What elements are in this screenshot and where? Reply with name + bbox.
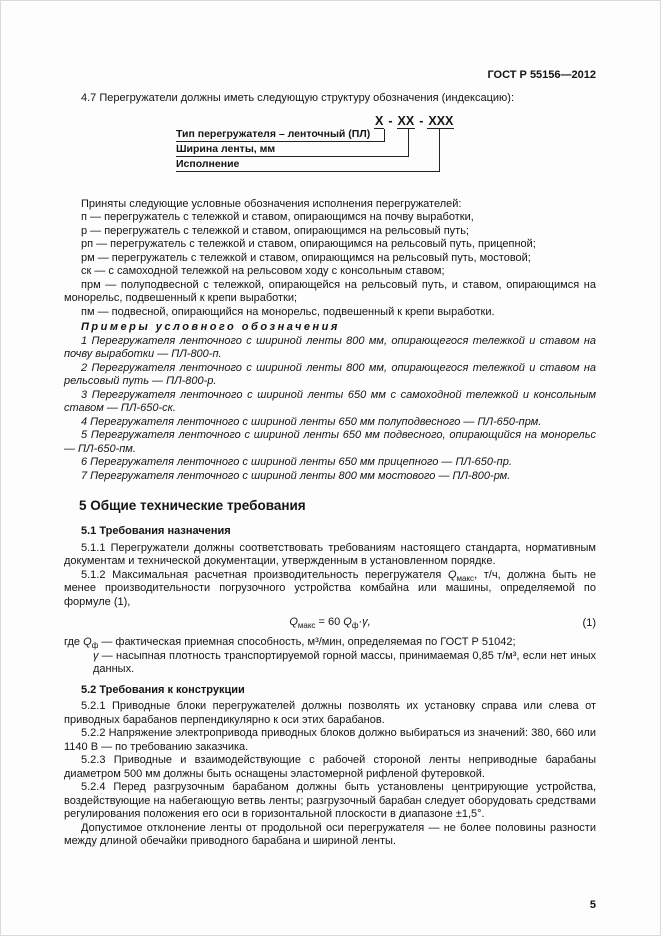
var-q-f-base: Q	[83, 636, 92, 648]
formula-coefficient: 60	[327, 616, 341, 628]
formula-rhs-base: Q	[343, 616, 352, 628]
diagram-label-belt-width	[176, 142, 408, 157]
formula-rhs	[343, 616, 352, 628]
clause-5-2-closing: Допустимое отклонение ленты от продольной оси перегружателя — не более половины разности между длиной обечайки приводного барабана и шириной ленты.	[64, 821, 596, 847]
formula-tail: ·γ,	[358, 616, 371, 628]
example-item: 6 Перегружателя ленточного с шириной ленты 650 мм прицепного — ПЛ-650-пр.	[81, 456, 512, 468]
code-separator: -	[419, 113, 424, 128]
designation-item: р — перегружатель с тележкой и ставом, опирающимся на рельсовый путь;	[81, 224, 469, 237]
formula-where-line-2	[64, 650, 596, 677]
standard-number: ГОСТ Р 55156—2012	[487, 69, 596, 81]
diagram-label-type-text: Тип перегружателя – ленточный (ПЛ)	[176, 127, 371, 140]
formula-number: (1)	[582, 617, 596, 629]
section-5-2-heading: 5.2 Требования к конструкции	[81, 683, 245, 696]
formula-where-line-1	[64, 636, 596, 650]
clause-5-1-2	[64, 569, 596, 610]
formula-lhs-base: Q	[289, 616, 298, 628]
designation-code	[374, 114, 454, 128]
where-line-1-text: — фактическая приемная способность, м³/мин, определяемая по ГОСТ Р 51042;	[98, 636, 516, 648]
where-line-2-text: — насыпная плотность транспортируемой горной массы, принимаемая 0,85 т/м³, если нет иных данных.	[93, 649, 596, 675]
diagram-label-version	[176, 157, 439, 172]
formula-operator: =	[318, 616, 325, 628]
diagram-connector-line-3	[439, 129, 440, 172]
formula-lhs	[289, 616, 298, 628]
var-q-max-sub: макс	[456, 573, 475, 583]
code-part-xxx: ХХХ	[428, 113, 454, 128]
diagram-label-version-text: Исполнение	[176, 157, 240, 170]
designation-item: ск — с самоходной тележкой на рельсовом ходу с консольным ставом;	[81, 265, 445, 277]
example-item: 7 Перегружателя ленточного с шириной ленты 800 мм мостового — ПЛ-800-рм.	[81, 469, 511, 482]
code-part-xx: ХХ	[397, 113, 415, 128]
clause-4-7: 4.7 Перегружатели должны иметь следующую структуру обозначения (индексацию):	[81, 92, 515, 104]
designation-item: рп — перегружатель с тележкой и ставом, опирающимся на рельсовый путь, прицепной;	[81, 238, 536, 250]
clause-5-1-1: 5.1.1 Перегружатели должны соответствовать требованиям настоящего стандарта, нормативным документам и технической документации, утвержденным в установленном порядке.	[64, 541, 596, 567]
var-gamma: γ	[93, 649, 99, 662]
clause-5-2-1: 5.2.1 Приводные блоки перегружателей должны позволять их установку справа или слева от приводных барабанов перпендикулярно к оси этих барабанов.	[64, 700, 596, 726]
formula-block	[64, 615, 596, 630]
var-q-max-base: Q	[447, 568, 457, 581]
examples-heading: Примеры условного обозначения	[81, 321, 340, 333]
example-item: 2 Перегружателя ленточного с шириной ленты 800 мм, опирающегося тележкой и ставом на рельсовый путь — ПЛ-800-р.	[64, 361, 596, 387]
example-item: 1 Перегружателя ленточного с шириной ленты 800 мм, опирающегося тележкой и ставом на почву выработки — ПЛ-800-п.	[64, 334, 596, 360]
clause-5-2-2: 5.2.2 Напряжение электропривода приводных блоков должно выбираться из значений: 380, 660 или 1140 В — по требованию заказчика.	[64, 727, 596, 753]
clause-5-1-2-text-pre: 5.1.2 Максимальная расчетная производительность перегружателя	[81, 568, 448, 581]
designation-item: пм — подвесной, опирающийся на монорельс, подвешенный к крепи выработки.	[81, 305, 495, 318]
var-q-max	[448, 569, 457, 581]
section-5-heading: 5 Общие технические требования	[79, 498, 306, 513]
clause-5-1-2-text-post: , т/ч, должна быть не менее производительности погрузочного устройства комбайна или машины, определяемой по формуле (1),	[64, 568, 596, 608]
code-part-x: Х	[375, 113, 384, 128]
designation-structure-diagram	[64, 114, 596, 172]
clause-5-2-4: 5.2.4 Перед разгрузочным барабаном должны быть установлены центрирующие устройства, воздействующие на набегающую ветвь ленты; разгрузочный барабан следует оборудовать средствами регулирования положения его оси в горизонтальной плоскости в диапазоне ±1,5°.	[64, 781, 596, 820]
example-item: 4 Перегружателя ленточного с шириной ленты 650 мм полуподвесного — ПЛ-650-прм.	[81, 415, 542, 428]
where-lead: где	[64, 636, 84, 648]
formula-rhs-sub: ф	[351, 621, 359, 631]
example-item: 5 Перегружателя ленточного с шириной ленты 650 мм подвесного, опирающийся на монорельс — ПЛ-650-пм.	[64, 429, 596, 455]
var-q-f-sub: ф	[91, 641, 99, 651]
designations-intro: Приняты следующие условные обозначения исполнения перегружателей:	[81, 197, 462, 210]
example-item: 3 Перегружателя ленточного с шириной ленты 650 мм с самоходной тележкой и консольным ставом — ПЛ-650-ск.	[64, 388, 596, 414]
page-number: 5	[589, 899, 596, 911]
code-separator: -	[388, 113, 393, 128]
diagram-connector-line-2	[408, 129, 409, 157]
var-q-f	[83, 636, 92, 648]
designation-item: п — перегружатель с тележкой и ставом, опирающимся на почву выработки,	[81, 211, 474, 223]
diagram-connector-line-1	[384, 129, 385, 142]
document-header	[64, 69, 596, 82]
formula-lhs-sub: макс	[297, 621, 316, 631]
clause-5-2-3: 5.2.3 Приводные и взаимодействующие с рабочей стороной ленты неприводные барабаны диаметром 500 мм должны быть оснащены эластомерной рифленой футеровкой.	[64, 754, 596, 780]
designation-item: рм — перегружатель с тележкой и ставом, опирающимся на рельсовый путь, мостовой;	[81, 251, 531, 264]
diagram-label-belt-width-text: Ширина ленты, мм	[176, 142, 276, 155]
formula-1	[289, 616, 371, 631]
diagram-label-type	[176, 127, 384, 142]
designation-item: прм — полуподвесной с тележкой, опирающейся на рельсовый путь, и ставом, опирающимся на монорельс, подвешенный к крепи выработки;	[64, 278, 596, 304]
section-5-1-heading: 5.1 Требования назначения	[81, 525, 231, 537]
